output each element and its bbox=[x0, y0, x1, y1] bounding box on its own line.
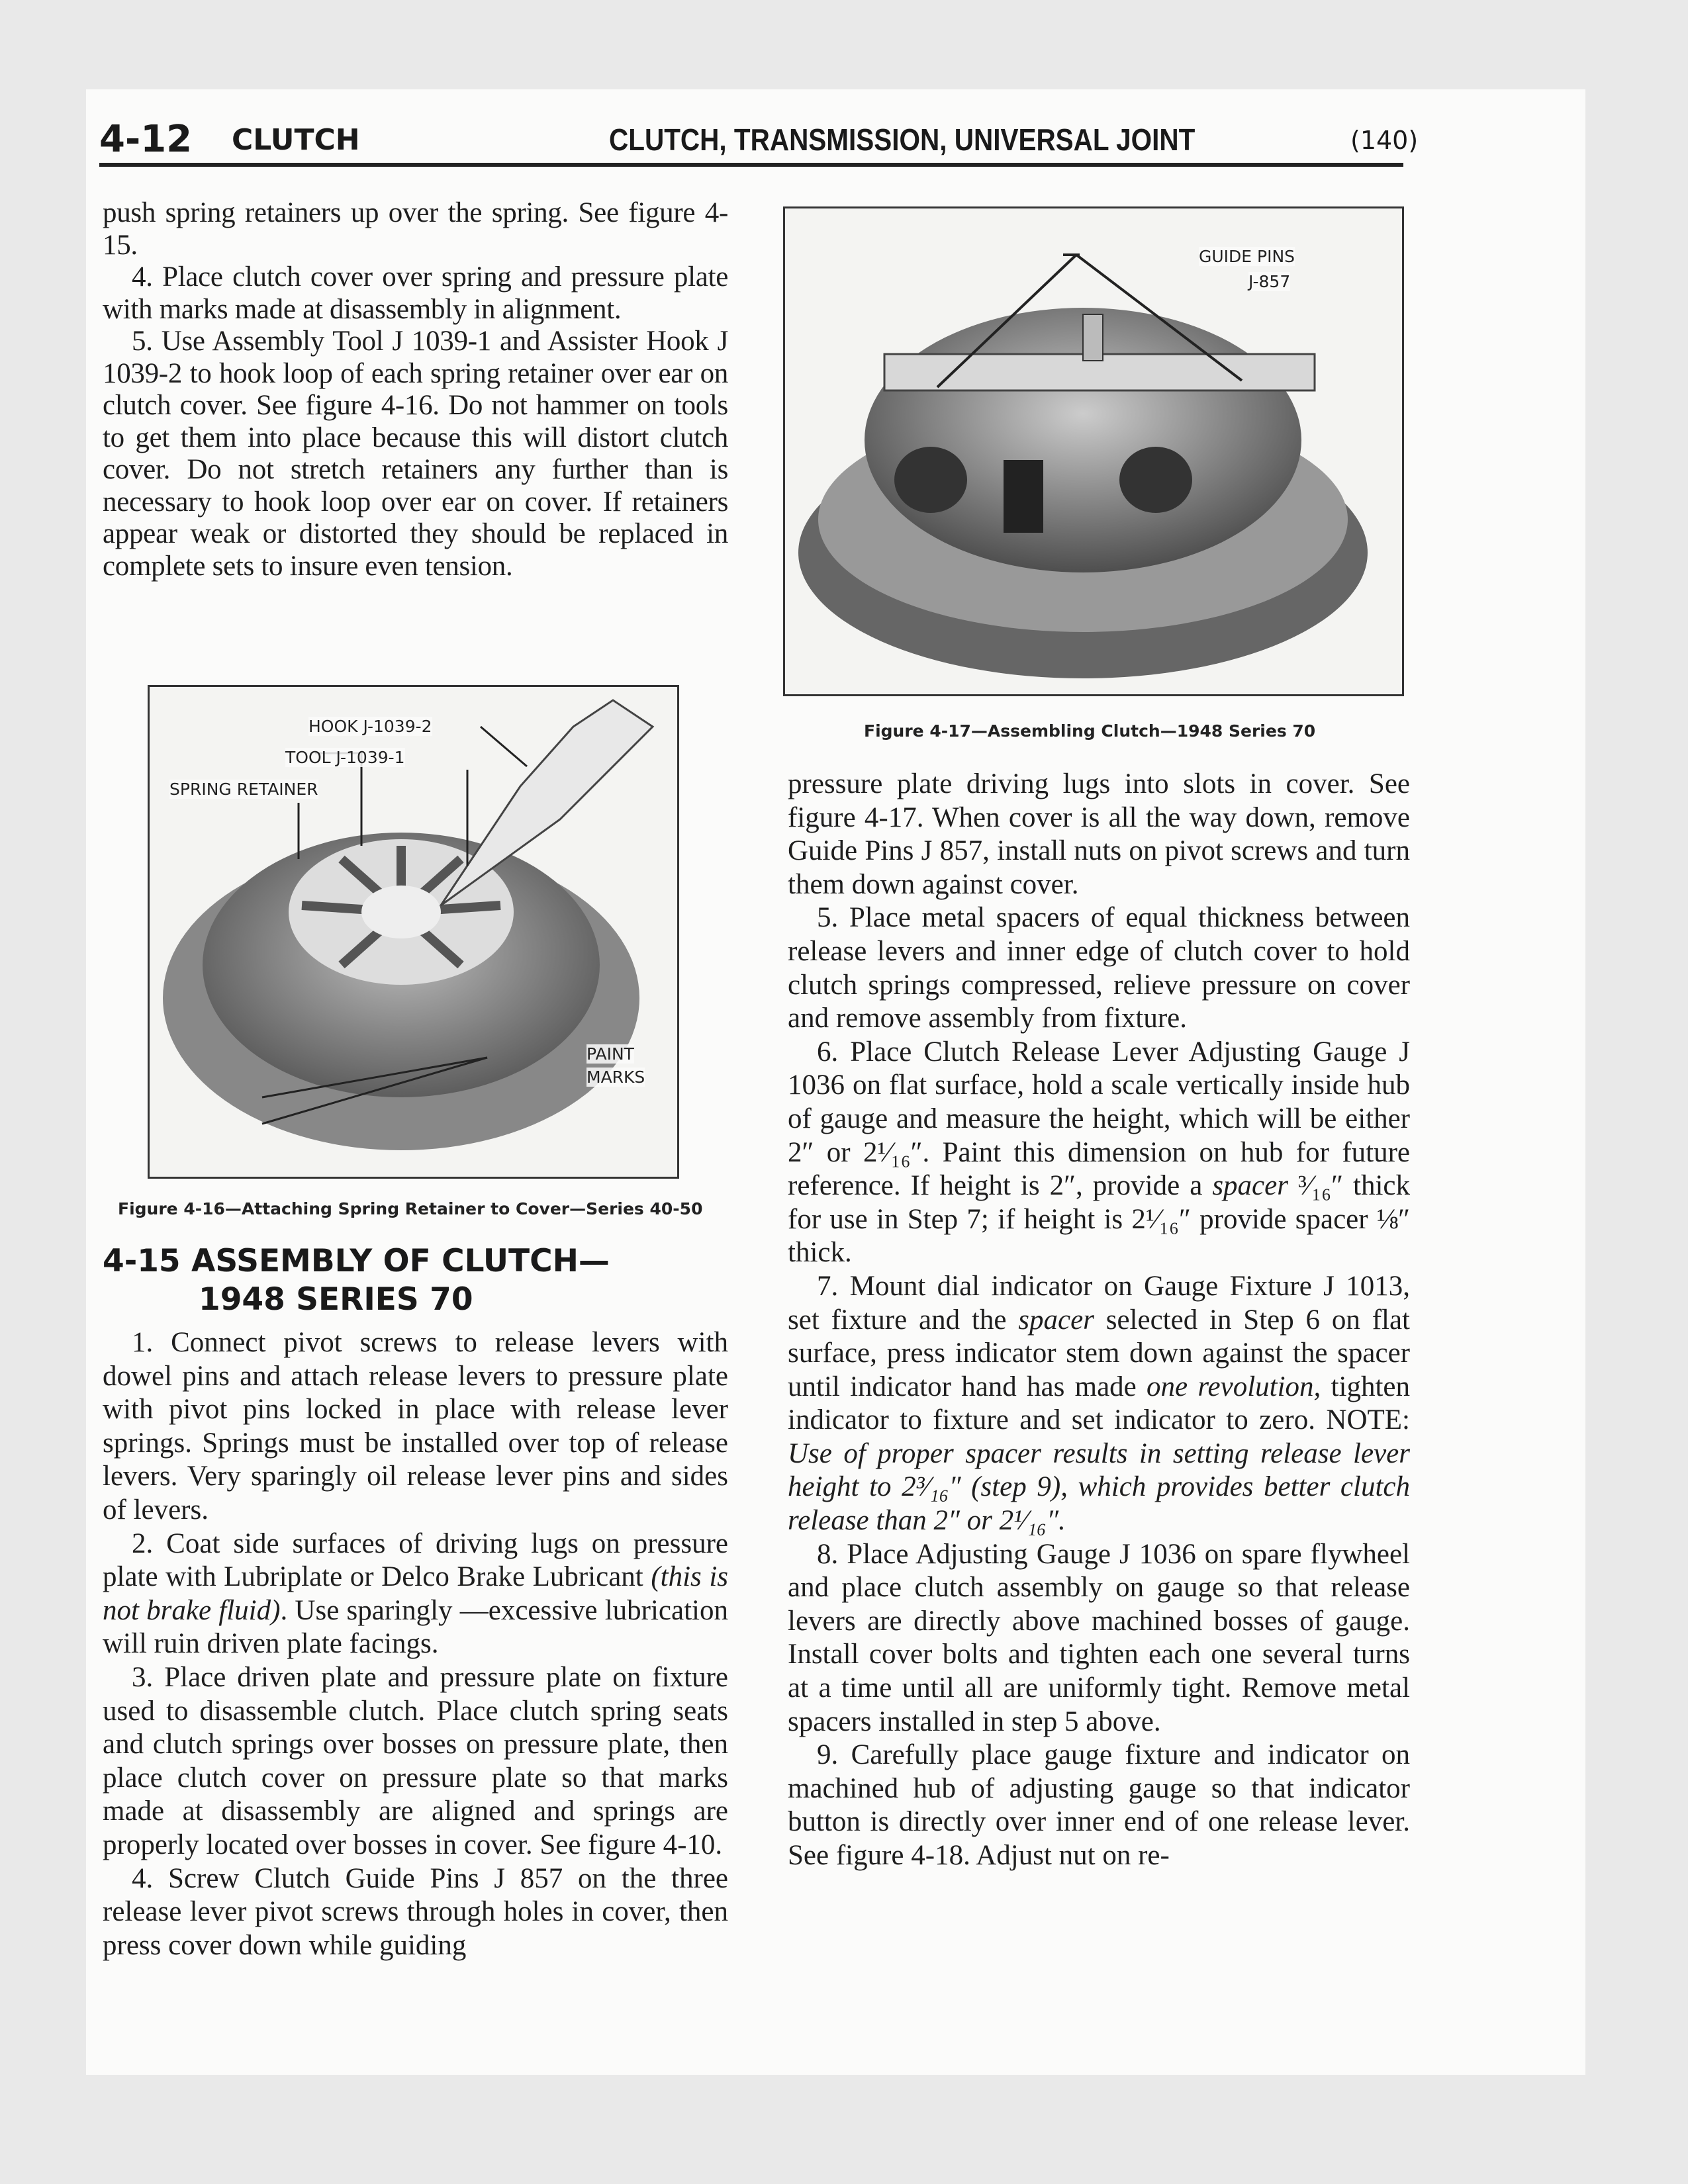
right-column bbox=[788, 768, 1410, 1873]
left-column-bottom bbox=[103, 1326, 728, 1962]
tool-label: TOOL J-1039-1 bbox=[285, 748, 405, 767]
hook-label: HOOK J-1039-2 bbox=[308, 717, 432, 736]
italic-text: spacer bbox=[1212, 1170, 1288, 1202]
paragraph: push spring retainers up over the spring. See figure 4-15. bbox=[103, 197, 728, 261]
section-name: CLUTCH bbox=[232, 123, 360, 157]
text: selected in Step 6 on flat surface, press indicator stem down against the spacer until indicator hand has made bbox=[788, 1304, 1410, 1402]
text: . Use sparingly —excessive lubrication will ruin driven plate facings. bbox=[103, 1594, 728, 1660]
section-heading-line1: 4-15 ASSEMBLY OF CLUTCH— bbox=[103, 1243, 610, 1279]
italic-text: Use of proper spacer results in setting release lever height to 2³⁄₁₆″ (step 9), which provides better clutch release than 2″ or 2¹⁄₁₆″. bbox=[788, 1437, 1410, 1537]
section-heading-line2: 1948 SERIES 70 bbox=[199, 1281, 473, 1318]
clutch-assembly-illustration bbox=[785, 208, 1402, 694]
guide-pins-tool-label: J-857 bbox=[1248, 272, 1291, 291]
marks-label: MARKS bbox=[586, 1068, 645, 1087]
paragraph: 5. Place metal spacers of equal thickness between release levers and inner edge of clutch cover to hold clutch springs compressed, relieve pressure on cover and remove assembly from fixture. bbox=[788, 902, 1410, 1034]
paragraph bbox=[788, 1270, 1410, 1538]
text: 7. Mount dial indicator on Gauge Fixture J 1013, set fixture and the bbox=[788, 1270, 1410, 1336]
text: tighten indicator to fixture and set indicator to zero. NOTE: bbox=[788, 1371, 1410, 1436]
figure-4-17-caption: Figure 4-17—Assembling Clutch—1948 Series 70 bbox=[864, 721, 1316, 741]
page-number: 4-12 bbox=[99, 118, 193, 161]
italic-text: one revolution, bbox=[1147, 1371, 1321, 1402]
spring-retainer-label: SPRING RETAINER bbox=[169, 780, 318, 799]
text: 2. Coat side surfaces of driving lugs on pressure plate with Lubriplate or Delco Brake Lubricant bbox=[103, 1527, 728, 1593]
chapter-title: CLUTCH, TRANSMISSION, UNIVERSAL JOINT bbox=[609, 122, 1196, 157]
paragraph bbox=[788, 1036, 1410, 1270]
paragraph: 1. Connect pivot screws to release levers with dowel pins and attach release levers to pressure plate with pivot pins locked in place with release lever springs. Springs must be installed over top of release levers. Very sparingly oil release lever pins and sides of levers. bbox=[103, 1327, 728, 1525]
clutch-cover-illustration bbox=[150, 687, 677, 1177]
text: 6. Place Clutch Release Lever Adjusting Gauge J 1036 on flat surface, hold a scale vertically inside hub of gauge and measure the height, which will be either 2″ or 2¹⁄₁₆″. Paint this dimension on hub for future reference. If height is 2″, provide a bbox=[788, 1036, 1410, 1202]
text: ³⁄₁₆″ thick for use in Step 7; if height is 2¹⁄₁₆″ provide spacer ⅛″ thick. bbox=[788, 1170, 1410, 1269]
figure-4-16-photo bbox=[148, 685, 679, 1179]
guide-pins-label: GUIDE PINS bbox=[1199, 247, 1295, 266]
figure-4-16-caption: Figure 4-16—Attaching Spring Retainer to Cover—Series 40-50 bbox=[118, 1199, 703, 1218]
paragraph: 4. Place clutch cover over spring and pressure plate with marks made at disassembly in alignment. bbox=[103, 261, 728, 325]
italic-text: spacer bbox=[1018, 1304, 1094, 1336]
page-ref: (140) bbox=[1350, 126, 1419, 155]
figure-4-17-photo bbox=[783, 206, 1404, 696]
header-rule bbox=[99, 163, 1403, 167]
italic-text: (this is not brake fluid) bbox=[103, 1561, 728, 1626]
paragraph: pressure plate driving lugs into slots in cover. See figure 4-17. When cover is all the way down, remove Guide Pins J 857, install nuts on pivot screws and turn them down against cover. bbox=[788, 768, 1410, 900]
paragraph: 4. Screw Clutch Guide Pins J 857 on the three release lever pivot screws through holes in cover, then press cover down while guiding bbox=[103, 1862, 728, 1961]
paragraph: 8. Place Adjusting Gauge J 1036 on spare flywheel and place clutch assembly on gauge so that release levers are directly above machined bosses of gauge. Install cover bolts and tighten each one several turns at a time until all are uniformly tight. Remove metal spacers installed in step 5 above. bbox=[788, 1538, 1410, 1737]
paragraph: 5. Use Assembly Tool J 1039-1 and Assister Hook J 1039-2 to hook loop of each spring retainer over ear on clutch cover. See figure 4-16. Do not hammer on tools to get them into place because this will distort clutch cover. Do not stretch retainers any further than is necessary to hook loop over ear on cover. If retainers appear weak or distorted they should be replaced in complete sets to insure even tension. bbox=[103, 326, 728, 582]
left-column-top bbox=[103, 197, 728, 582]
paragraph: 9. Carefully place gauge fixture and indicator on machined hub of adjusting gauge so that indicator button is directly over inner end of one release lever. See figure 4-18. Adjust nut on re- bbox=[788, 1739, 1410, 1871]
paint-label: PAINT bbox=[586, 1044, 634, 1064]
paragraph bbox=[103, 1527, 728, 1661]
paragraph: 3. Place driven plate and pressure plate on fixture used to disassemble clutch. Place clutch spring seats and clutch springs over bosses on pressure plate, then place clutch cover on pressure plate so that marks made at disassembly are aligned and springs are properly located over bosses in cover. See figure 4-10. bbox=[103, 1661, 728, 1860]
